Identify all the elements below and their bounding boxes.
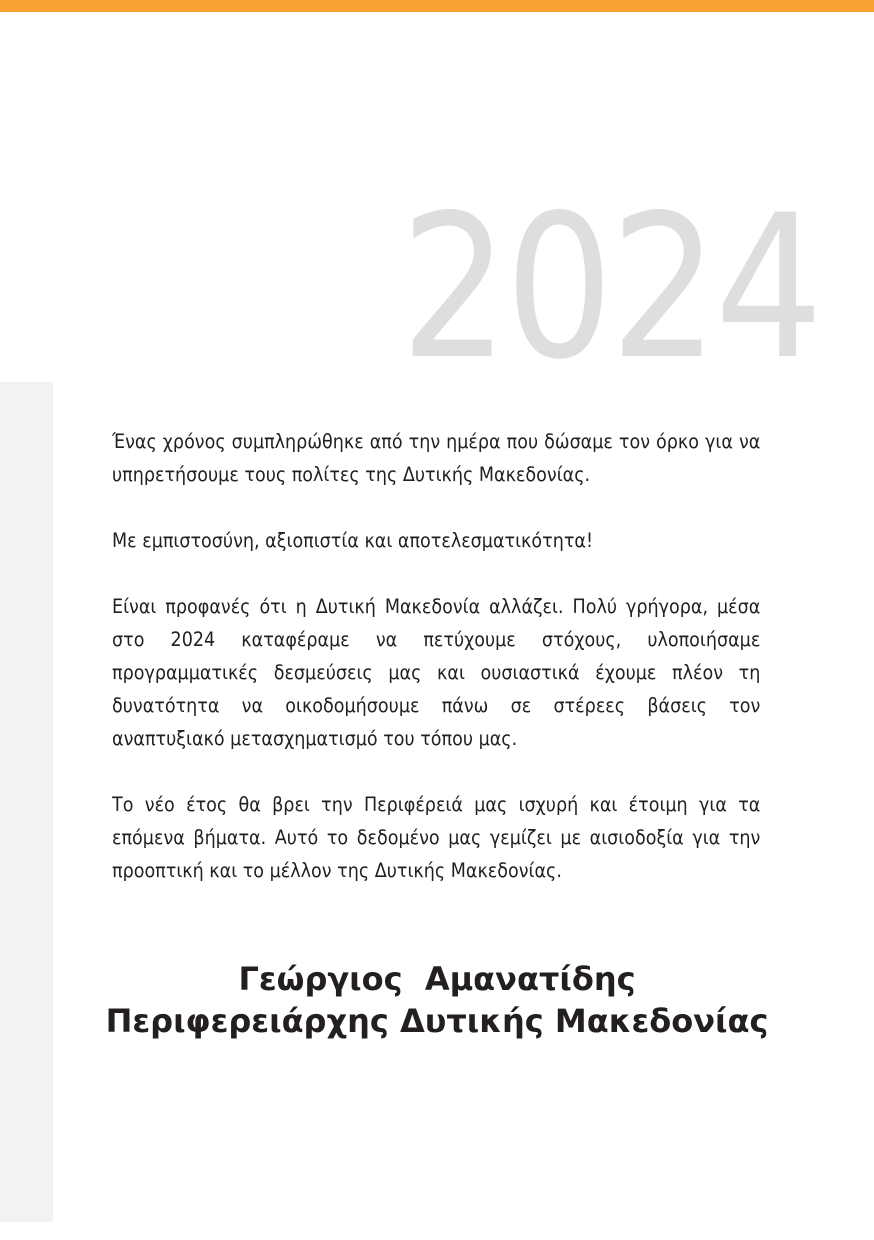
- paragraph-progress: Είναι προφανές ότι η Δυτική Μακεδονία αλλάζει. Πολύ γρήγορα, μέσα στο 2024 καταφέραμε να πετύχουμε στόχους, υλοποιήσαμε προγραμματικές δεσμεύσεις μας και ουσιαστικά έχουμε πλέον τη δυνατότητα να οικοδομήσουμε πάνω σε στέρεες βάσεις τον αναπτυξιακό μετασχηματισμό του τόπου μας.: [112, 595, 761, 750]
- top-accent-bar: [0, 0, 874, 12]
- year-heading: 2024: [400, 172, 820, 403]
- signature-name: Γεώργιος Αμανατίδης: [238, 960, 636, 998]
- signature-block: [100, 958, 774, 1042]
- paragraph-new-year: Το νέο έτος θα βρει την Περιφέρειά μας ισχυρή και έτοιμη για τα επόμενα βήματα. Αυτό το δεδομένο μας γεμίζει με αισιοδοξία για την προοπτική και το μέλλον της Δυτικής Μακεδονίας.: [112, 793, 761, 882]
- paragraph-oath: Ένας χρόνος συμπληρώθηκε από την ημέρα που δώσαμε τον όρκο για να υπηρετήσουμε τους πολίτες της Δυτικής Μακεδονίας.: [112, 430, 761, 486]
- signature-title: Περιφερειάρχης Δυτικής Μακεδονίας: [105, 1002, 769, 1040]
- paragraph-trust: Με εμπιστοσύνη, αξιοπιστία και αποτελεσματικότητα!: [112, 529, 593, 552]
- side-panel: [0, 382, 53, 1222]
- message-body: [112, 425, 761, 887]
